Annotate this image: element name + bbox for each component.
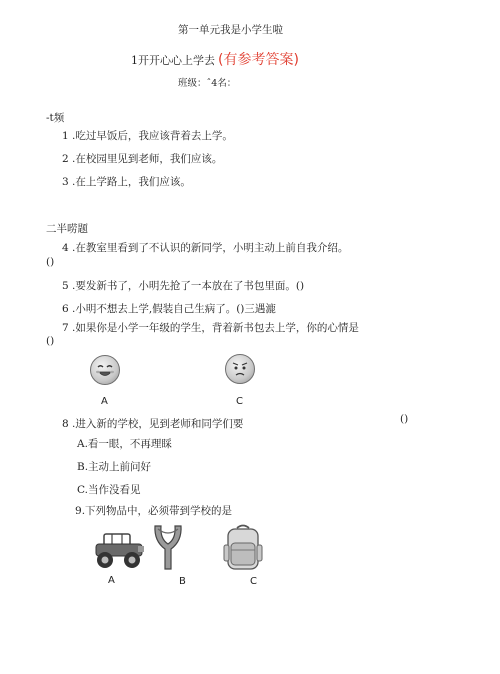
question-text: .要发新书了，小明先抢了一本放在了书包里面。() — [72, 280, 305, 292]
question-7 — [62, 320, 359, 335]
question-number: 6 — [62, 303, 69, 315]
q9-option-b-label: B — [179, 576, 186, 587]
question-text: .在上学路上，我们应该。 — [72, 176, 191, 188]
lesson-name: 1开开心心上学去 — [131, 54, 215, 67]
happy-face-svg — [91, 356, 119, 384]
toy-jeep-svg — [90, 528, 150, 570]
q7-option-c-label: C — [236, 396, 243, 407]
question-number: 7 — [62, 322, 69, 334]
question-text: .小明不想去上学,假装自己生病了。()三遇漉 — [72, 303, 276, 315]
question-2 — [62, 151, 222, 166]
class-name-line: 班级：ˆ4名： — [178, 78, 237, 89]
toy-jeep-image — [90, 528, 150, 574]
lesson-title — [131, 49, 299, 69]
question-text: .下列物品中，必须带到学校的是 — [81, 505, 233, 517]
question-number: 5 — [62, 280, 69, 292]
q9-option-c-label: C — [250, 576, 257, 587]
question-number: 3 — [62, 176, 69, 188]
q8-option-b: B.主动上前问好 — [77, 461, 152, 473]
question-number: 1 — [62, 130, 69, 142]
slingshot-svg — [150, 523, 186, 573]
page-title: 第一单元我是小学生啦 — [178, 24, 283, 36]
backpack-svg — [222, 523, 264, 571]
answer-tag: (有参考答案) — [218, 52, 299, 68]
question-4 — [62, 240, 348, 255]
section-2-heading: 二半唠题 — [46, 223, 88, 235]
happy-face-icon — [90, 355, 120, 385]
q7-option-a-label: A — [101, 396, 108, 407]
question-text: .在校园里见到老师，我们应该。 — [72, 153, 223, 165]
question-text: .如果你是小学一年级的学生，背着新书包去上学，你的心情是 — [72, 322, 359, 334]
worried-face-svg — [226, 355, 254, 383]
q9-option-a-label: A — [108, 575, 115, 586]
question-7-answer-paren: () — [46, 335, 55, 347]
question-1 — [62, 128, 233, 143]
question-number: 4 — [62, 242, 69, 254]
q8-option-a: A.看一眼，不再理睬 — [77, 438, 172, 450]
question-text: .吃过早饭后，我应该背着去上学。 — [72, 130, 233, 142]
backpack-image — [222, 523, 264, 575]
question-number: 9 — [75, 505, 82, 517]
section-1-heading: -t频 — [46, 112, 65, 124]
question-number: 8 — [62, 418, 69, 430]
question-9 — [75, 503, 232, 518]
question-text: .进入新的学校，见到老师和同学们要 — [72, 418, 244, 430]
worried-face-icon — [225, 354, 255, 384]
question-number: 2 — [62, 153, 69, 165]
question-6 — [62, 301, 276, 316]
q8-option-c: C.当作没看见 — [77, 484, 141, 496]
question-text: .在教室里看到了不认识的新同学，小明主动上前自我介绍。 — [72, 242, 349, 254]
question-5 — [62, 278, 304, 293]
question-4-answer-paren: () — [46, 256, 55, 268]
question-8 — [62, 416, 243, 431]
slingshot-image — [150, 523, 186, 577]
question-8-answer-paren: () — [400, 413, 409, 425]
question-3 — [62, 174, 191, 189]
